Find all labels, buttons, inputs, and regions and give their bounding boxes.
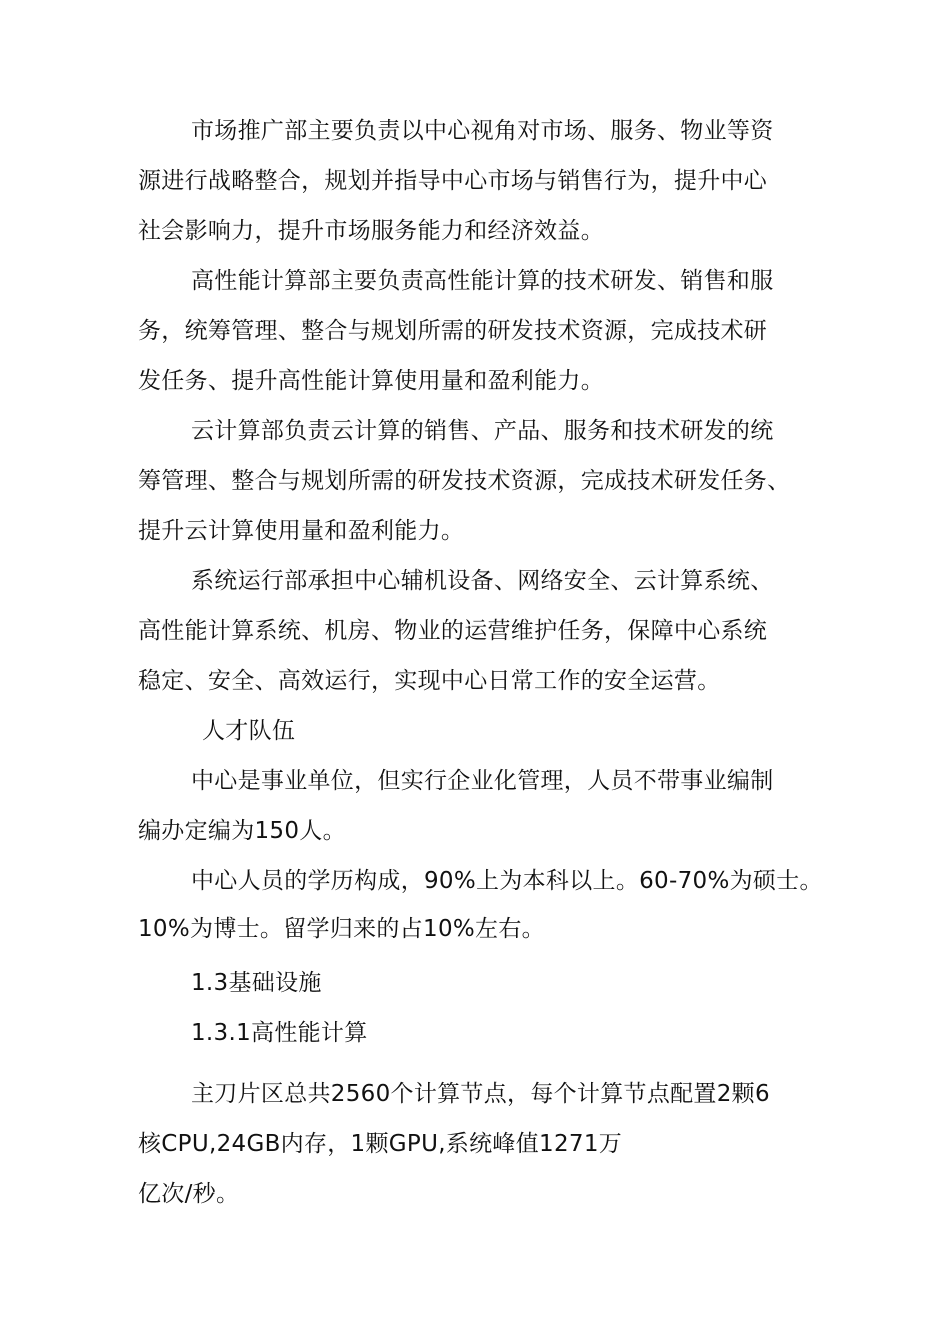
paragraph-7-line-2: 核CPU,24GB内存，1颗GPU,系统峰值1271万 — [138, 1131, 623, 1157]
subsection-heading-hpc: 1.3.1高性能计算 — [191, 1020, 368, 1046]
paragraph-1-line-1: 市场推广部主要负责以中心视角对市场、服务、物业等资 — [191, 118, 774, 144]
paragraph-4-line-2: 高性能计算系统、机房、物业的运营维护任务，保障中心系统 — [138, 618, 768, 644]
paragraph-3-line-2: 筹管理、整合与规划所需的研发技术资源，完成技术研发任务、 — [138, 468, 791, 494]
paragraph-2-line-1: 高性能计算部主要负责高性能计算的技术研发、销售和服 — [191, 268, 774, 294]
paragraph-5-line-2: 编办定编为150人。 — [138, 818, 346, 844]
paragraph-4-line-3: 稳定、安全、高效运行，实现中心日常工作的安全运营。 — [138, 668, 721, 694]
paragraph-6-line-2: 10%为博士。留学归来的占10%左右。 — [138, 916, 545, 942]
paragraph-7-line-3: 亿次/秒。 — [138, 1181, 240, 1207]
paragraph-4-line-1: 系统运行部承担中心辅机设备、网络安全、云计算系统、 — [191, 568, 774, 594]
paragraph-2-line-2: 务，统筹管理、整合与规划所需的研发技术资源，完成技术研 — [138, 318, 768, 344]
paragraph-3-line-3: 提升云计算使用量和盈利能力。 — [138, 518, 465, 544]
paragraph-2-line-3: 发任务、提升高性能计算使用量和盈利能力。 — [138, 368, 604, 394]
paragraph-6-line-1: 中心人员的学历构成，90%上为本科以上。60-70%为硕士。 — [191, 868, 823, 894]
paragraph-1-line-2: 源进行战略整合，规划并指导中心市场与销售行为，提升中心 — [138, 168, 768, 194]
paragraph-5-line-1: 中心是事业单位，但实行企业化管理，人员不带事业编制 — [191, 768, 774, 794]
section-heading-talent: 人才队伍 — [202, 718, 296, 744]
paragraph-7-line-1: 主刀片区总共2560个计算节点，每个计算节点配置2颗6 — [191, 1081, 770, 1107]
paragraph-3-line-1: 云计算部负责云计算的销售、产品、服务和技术研发的统 — [191, 418, 774, 444]
section-heading-infrastructure: 1.3基础设施 — [191, 970, 322, 996]
paragraph-1-line-3: 社会影响力，提升市场服务能力和经济效益。 — [138, 218, 604, 244]
